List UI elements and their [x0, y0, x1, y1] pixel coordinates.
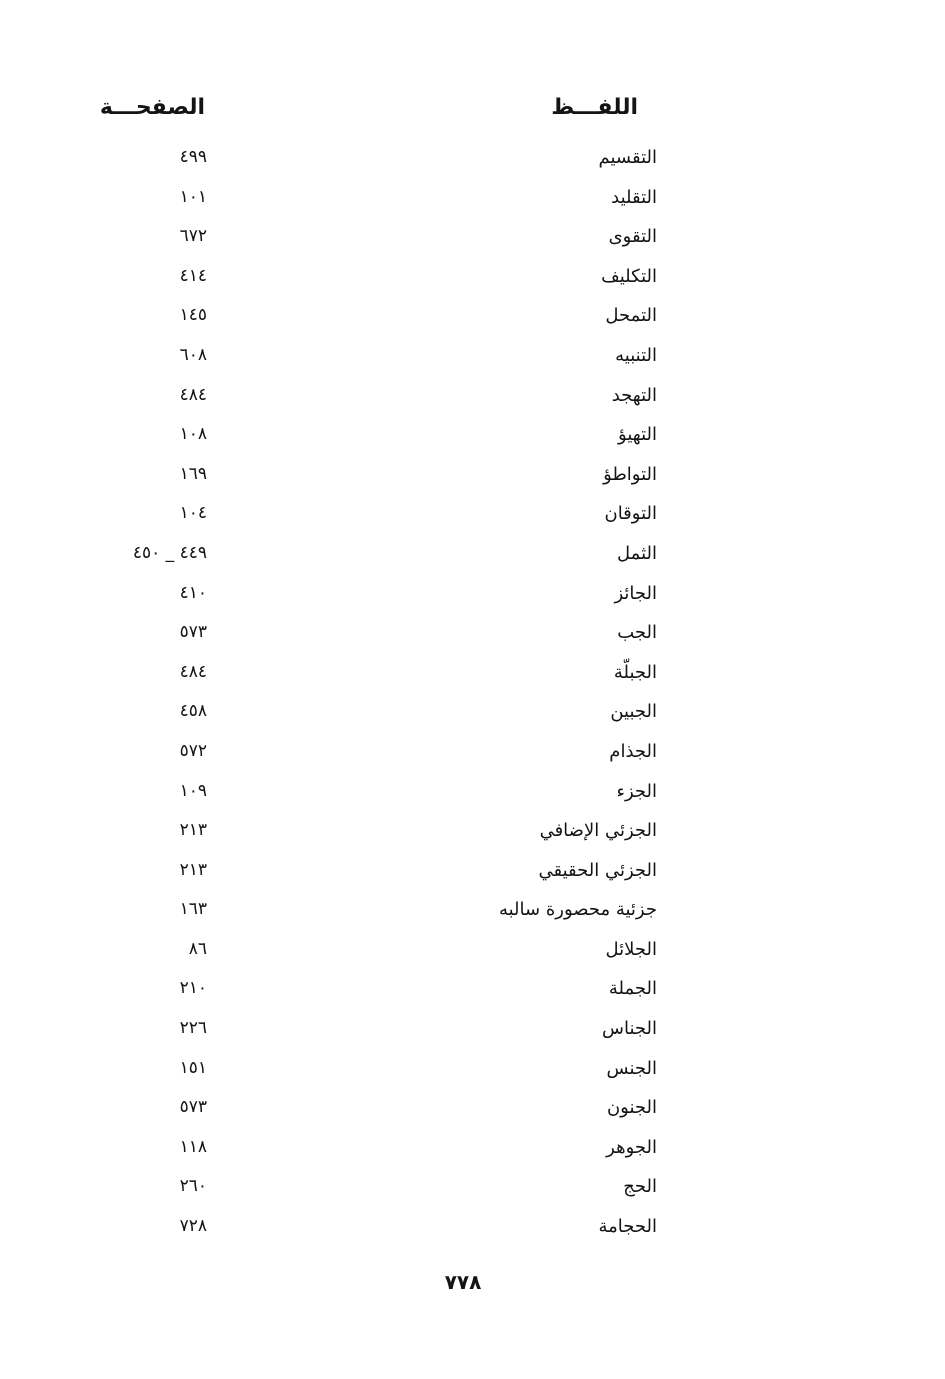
index-term: الحج — [623, 1176, 657, 1198]
index-page-ref: ١٠٨ — [179, 424, 207, 445]
index-term: الجب — [617, 622, 657, 644]
page-number: ٧٧٨ — [444, 1270, 482, 1294]
index-row — [0, 296, 945, 336]
index-page-ref: ٦٠٨ — [179, 344, 207, 365]
index-term: التوقان — [604, 503, 657, 525]
index-row — [0, 811, 945, 851]
index-row — [0, 1167, 945, 1207]
index-term: الجبين — [610, 701, 657, 723]
index-row — [0, 534, 945, 574]
index-term: الجلائل — [605, 938, 657, 960]
index-page-ref: ٥٧٣ — [179, 1097, 207, 1118]
index-page-ref: ٢٦٠ — [179, 1176, 207, 1197]
index-row — [0, 257, 945, 297]
index-term: التهجد — [611, 384, 657, 406]
index-page-ref: ٥٧٣ — [179, 622, 207, 643]
index-page-ref: ٧٢٨ — [179, 1216, 207, 1237]
index-page-ref: ٦٧٢ — [179, 226, 207, 247]
term-column-header: اللفـــظ — [551, 95, 638, 120]
index-row — [0, 1049, 945, 1089]
index-list — [0, 138, 945, 1247]
index-row — [0, 336, 945, 376]
index-term: التقوى — [608, 226, 657, 248]
index-page-ref: ١٤٥ — [179, 305, 207, 326]
index-page-ref: ١١٨ — [179, 1136, 207, 1157]
index-term: الجناس — [602, 1018, 657, 1040]
index-row — [0, 692, 945, 732]
index-page-ref: ٢١٣ — [179, 859, 207, 880]
index-term: الجزئي الإضافي — [539, 820, 657, 842]
index-row — [0, 653, 945, 693]
index-term: الجزئي الحقيقي — [538, 859, 657, 881]
index-row — [0, 138, 945, 178]
index-term: التنبيه — [615, 344, 657, 366]
index-term: الحجامة — [598, 1216, 657, 1238]
index-row — [0, 613, 945, 653]
index-page-ref: ٤١٠ — [179, 582, 207, 603]
index-term: التواطؤ — [603, 463, 657, 485]
index-row — [0, 178, 945, 218]
index-row — [0, 574, 945, 614]
index-page-ref: ١٠٩ — [179, 780, 207, 801]
index-page-ref: ٢٢٦ — [179, 1018, 207, 1039]
index-row — [0, 851, 945, 891]
page-column-header: الصفحـــة — [99, 95, 205, 120]
index-term: التهيؤ — [618, 424, 657, 446]
index-term: الجنس — [606, 1057, 657, 1079]
index-row — [0, 1088, 945, 1128]
index-page-ref: ١٦٩ — [179, 463, 207, 484]
index-term: التقسيم — [598, 147, 657, 168]
index-row — [0, 1128, 945, 1168]
index-row — [0, 1207, 945, 1247]
index-page-ref: ٤١٤ — [179, 265, 207, 286]
index-page-ref: ١٠٤ — [179, 503, 207, 524]
index-row — [0, 732, 945, 772]
index-page-ref: ١٠١ — [179, 186, 207, 207]
index-page-ref: ٤٩٩ — [179, 147, 207, 167]
index-term: التمحل — [605, 305, 657, 327]
index-term: الثمل — [617, 542, 657, 564]
index-term: الجزء — [616, 780, 657, 802]
index-term: الجذام — [609, 740, 657, 762]
index-term: التكليف — [601, 265, 657, 287]
index-term: التقليد — [611, 186, 657, 208]
index-row — [0, 455, 945, 495]
index-term: الجنون — [606, 1097, 657, 1119]
index-page-ref: ٤٨٤ — [179, 384, 207, 405]
index-page-ref: ٢١٠ — [179, 978, 207, 999]
index-term: الجملة — [608, 978, 657, 1000]
index-row — [0, 969, 945, 1009]
index-row — [0, 890, 945, 930]
index-page-ref: ٤٤٩ _ ٤٥٠ — [132, 542, 207, 563]
index-page-ref: ٤٨٤ — [179, 661, 207, 682]
index-term: الجائز — [614, 582, 657, 604]
index-row — [0, 1009, 945, 1049]
index-page-ref: ٤٥٨ — [179, 701, 207, 722]
index-row — [0, 930, 945, 970]
index-row — [0, 772, 945, 812]
index-row — [0, 415, 945, 455]
index-row — [0, 217, 945, 257]
index-page-ref: ٥٧٢ — [179, 740, 207, 761]
index-term: الجبلّة — [613, 661, 657, 683]
index-page-ref: ١٥١ — [179, 1057, 207, 1078]
index-term: الجوهر — [606, 1136, 657, 1158]
index-term: جزئية محصورة سالبه — [498, 899, 657, 921]
index-page-ref: ١٦٣ — [179, 899, 207, 920]
index-page-ref: ٨٦ — [188, 938, 207, 959]
index-row — [0, 494, 945, 534]
index-row — [0, 376, 945, 416]
index-page-ref: ٢١٣ — [179, 820, 207, 841]
